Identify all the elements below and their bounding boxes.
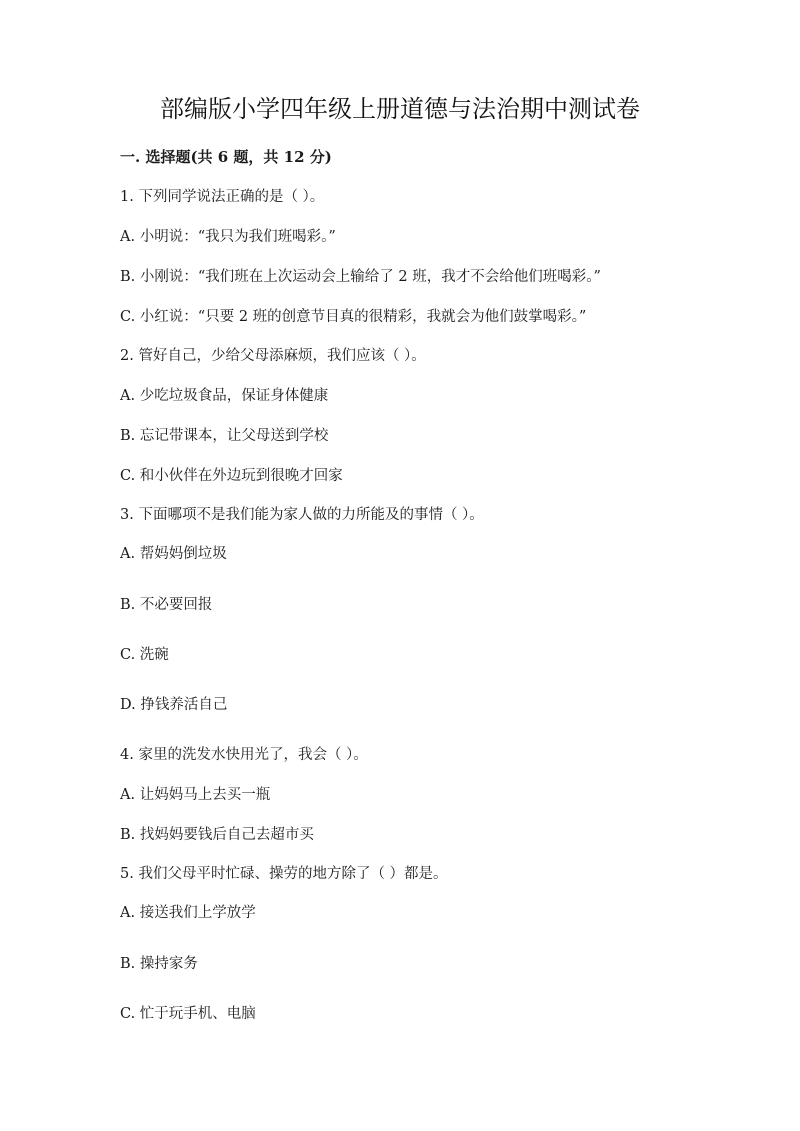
question-2-option-c: C. 和小伙伴在外边玩到很晚才回家 xyxy=(120,468,343,484)
question-1-option-c: C. 小红说：“只要 2 班的创意节目真的很精彩，我就会为他们鼓掌喝彩。” xyxy=(120,309,587,325)
question-1-option-b: B. 小刚说：“我们班在上次运动会上输给了 2 班，我才不会给他们班喝彩。” xyxy=(120,269,601,285)
question-3-option-d: D. 挣钱养活自己 xyxy=(120,697,228,713)
question-3-option-a: A. 帮妈妈倒垃圾 xyxy=(120,546,227,562)
section-heading: 一. 选择题(共 6 题，共 12 分) xyxy=(120,148,332,166)
question-4-stem: 4. 家里的洗发水快用光了，我会（ ）。 xyxy=(120,747,368,763)
question-5-option-a: A. 接送我们上学放学 xyxy=(120,905,256,921)
question-4-option-a: A. 让妈妈马上去买一瓶 xyxy=(120,787,271,803)
question-4-option-b: B. 找妈妈要钱后自己去超市买 xyxy=(120,827,314,843)
question-2-stem: 2. 管好自己，少给父母添麻烦，我们应该（ ）。 xyxy=(120,348,426,364)
question-2-option-b: B. 忘记带课本，让父母送到学校 xyxy=(120,428,329,444)
question-2-option-a: A. 少吃垃圾食品，保证身体健康 xyxy=(120,388,329,404)
question-3-option-c: C. 洗碗 xyxy=(120,647,169,663)
page-title: 部编版小学四年级上册道德与法治期中测试卷 xyxy=(160,95,640,123)
question-3-stem: 3. 下面哪项不是我们能为家人做的力所能及的事情（ ）。 xyxy=(120,507,484,523)
question-5-stem: 5. 我们父母平时忙碌、操劳的地方除了（ ）都是。 xyxy=(120,866,448,882)
question-5-option-c: C. 忙于玩手机、电脑 xyxy=(120,1006,256,1022)
question-1-option-a: A. 小明说：“我只为我们班喝彩。” xyxy=(120,229,336,245)
question-1-stem: 1. 下列同学说法正确的是（ ）。 xyxy=(120,189,325,205)
question-3-option-b: B. 不必要回报 xyxy=(120,597,213,613)
question-5-option-b: B. 操持家务 xyxy=(120,956,198,972)
